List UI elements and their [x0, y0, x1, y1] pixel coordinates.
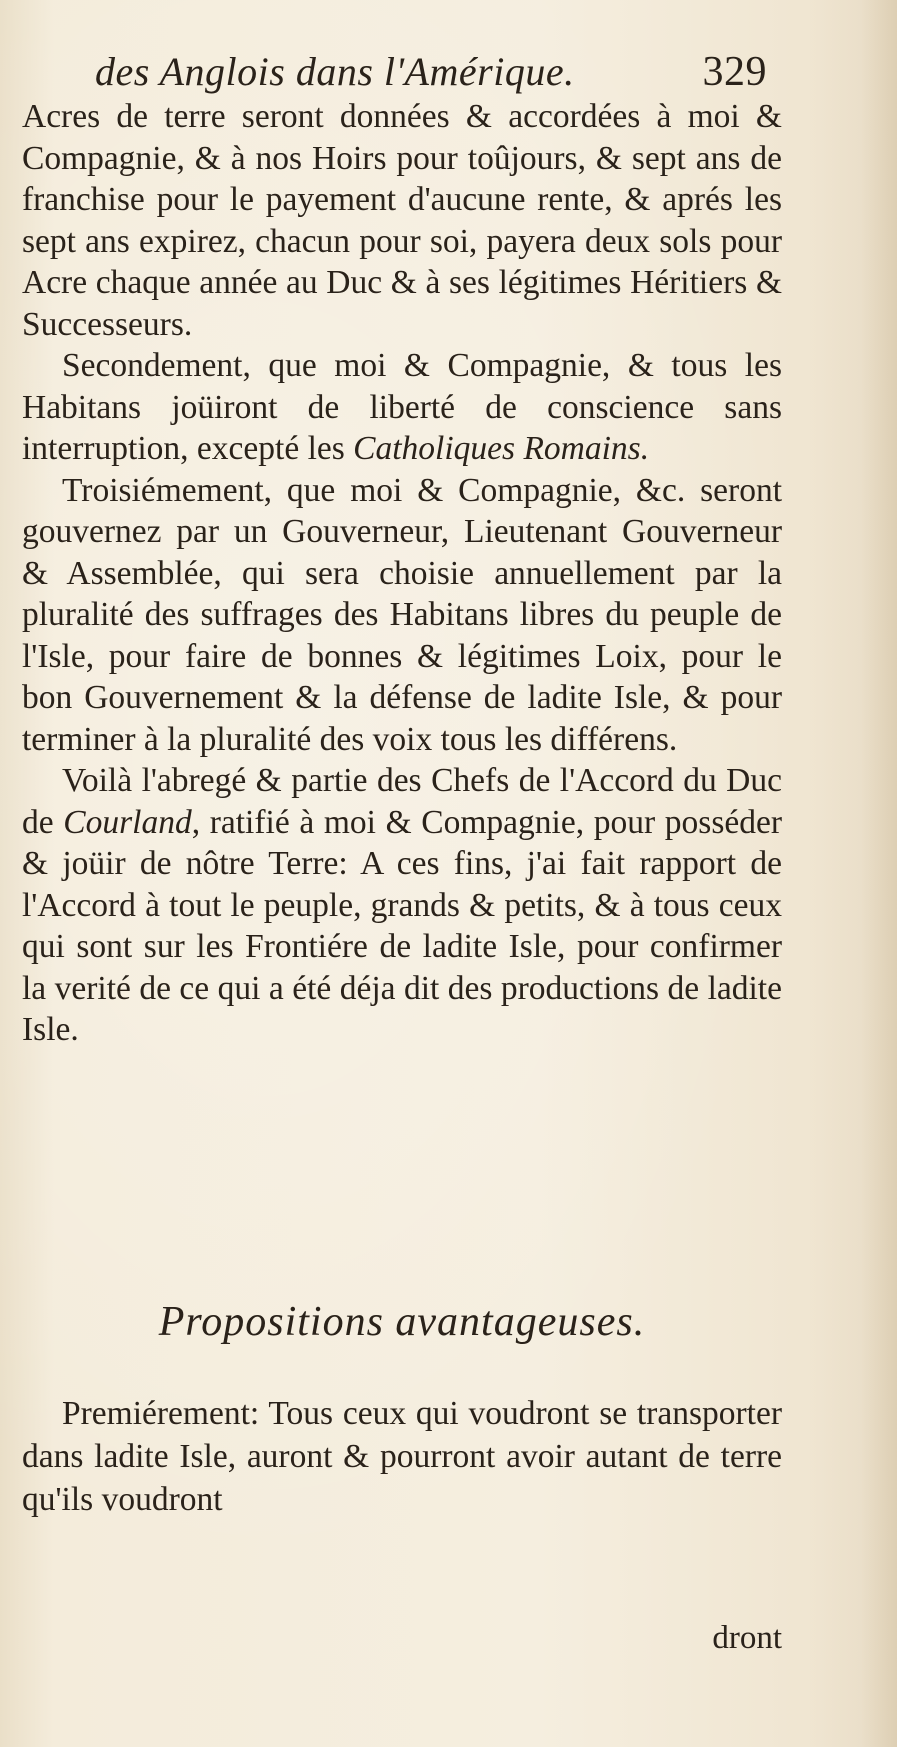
paragraph-4: [22, 760, 782, 1051]
catchword: dront: [712, 1620, 782, 1656]
running-title: des Anglois dans l'Amérique.: [95, 49, 575, 94]
section-paragraph-1: Premiérement: Tous ceux qui voudront se transporter dans ladite Isle, auront & pourront avoir autant de terre qu'ils voudront: [22, 1395, 782, 1518]
paragraph-3: Troisiémement, que moi & Compagnie, &c. seront gouvernez par un Gouverneur, Lieutenant Gouverneur & Assemblée, qui sera choisie annuellement par la pluralité des suffrages des Habitans libres du peuple de l'Isle, pour faire de bonnes & légitimes Loix, pour le bon Gouvernement & la défense de ladite Isle, & pour terminer à la pluralité des voix tous les différens.: [22, 471, 782, 758]
paragraph-4-text-b: , ratifié à moi & Compagnie, pour posséder & joüir de nôtre Terre: A ces fins, j'ai fait rapport de l'Accord à tout le peuple, grands & petits, & à tous ceux qui sont sur les Frontiére de ladite Isle, pour confirmer la verité de ce qui a été déja dit des productions de ladite Isle.: [22, 803, 782, 1048]
page-edge-shadow: [807, 0, 897, 1747]
main-text: [22, 96, 782, 1051]
paragraph-1: Acres de terre seront données & accordées à moi & Compagnie, & à nos Hoirs pour toûjours, & sept ans de franchise pour le payement d'aucune rente, & aprés les sept ans expirez, chacun pour soi, payera deux sols pour Acre chaque année au Duc & à ses légitimes Héritiers & Successeurs.: [22, 98, 782, 343]
page-number: 329: [702, 49, 767, 95]
paragraph-2: [22, 345, 782, 470]
italic-catholiques: Catholiques Romains.: [353, 430, 650, 467]
italic-courland: Courland: [63, 803, 192, 841]
section-heading: Propositions avantageuses.: [158, 1299, 646, 1345]
paragraph-2-text: Secondement, que moi & Compagnie, & tous les Habitans joüiront de liberté de conscience sans interruption, excepté les: [22, 347, 782, 467]
paragraph-4-text-a: Voilà l'abregé & partie des Chefs de l'Accord du Duc de: [22, 762, 782, 841]
section-text: [22, 1392, 782, 1521]
